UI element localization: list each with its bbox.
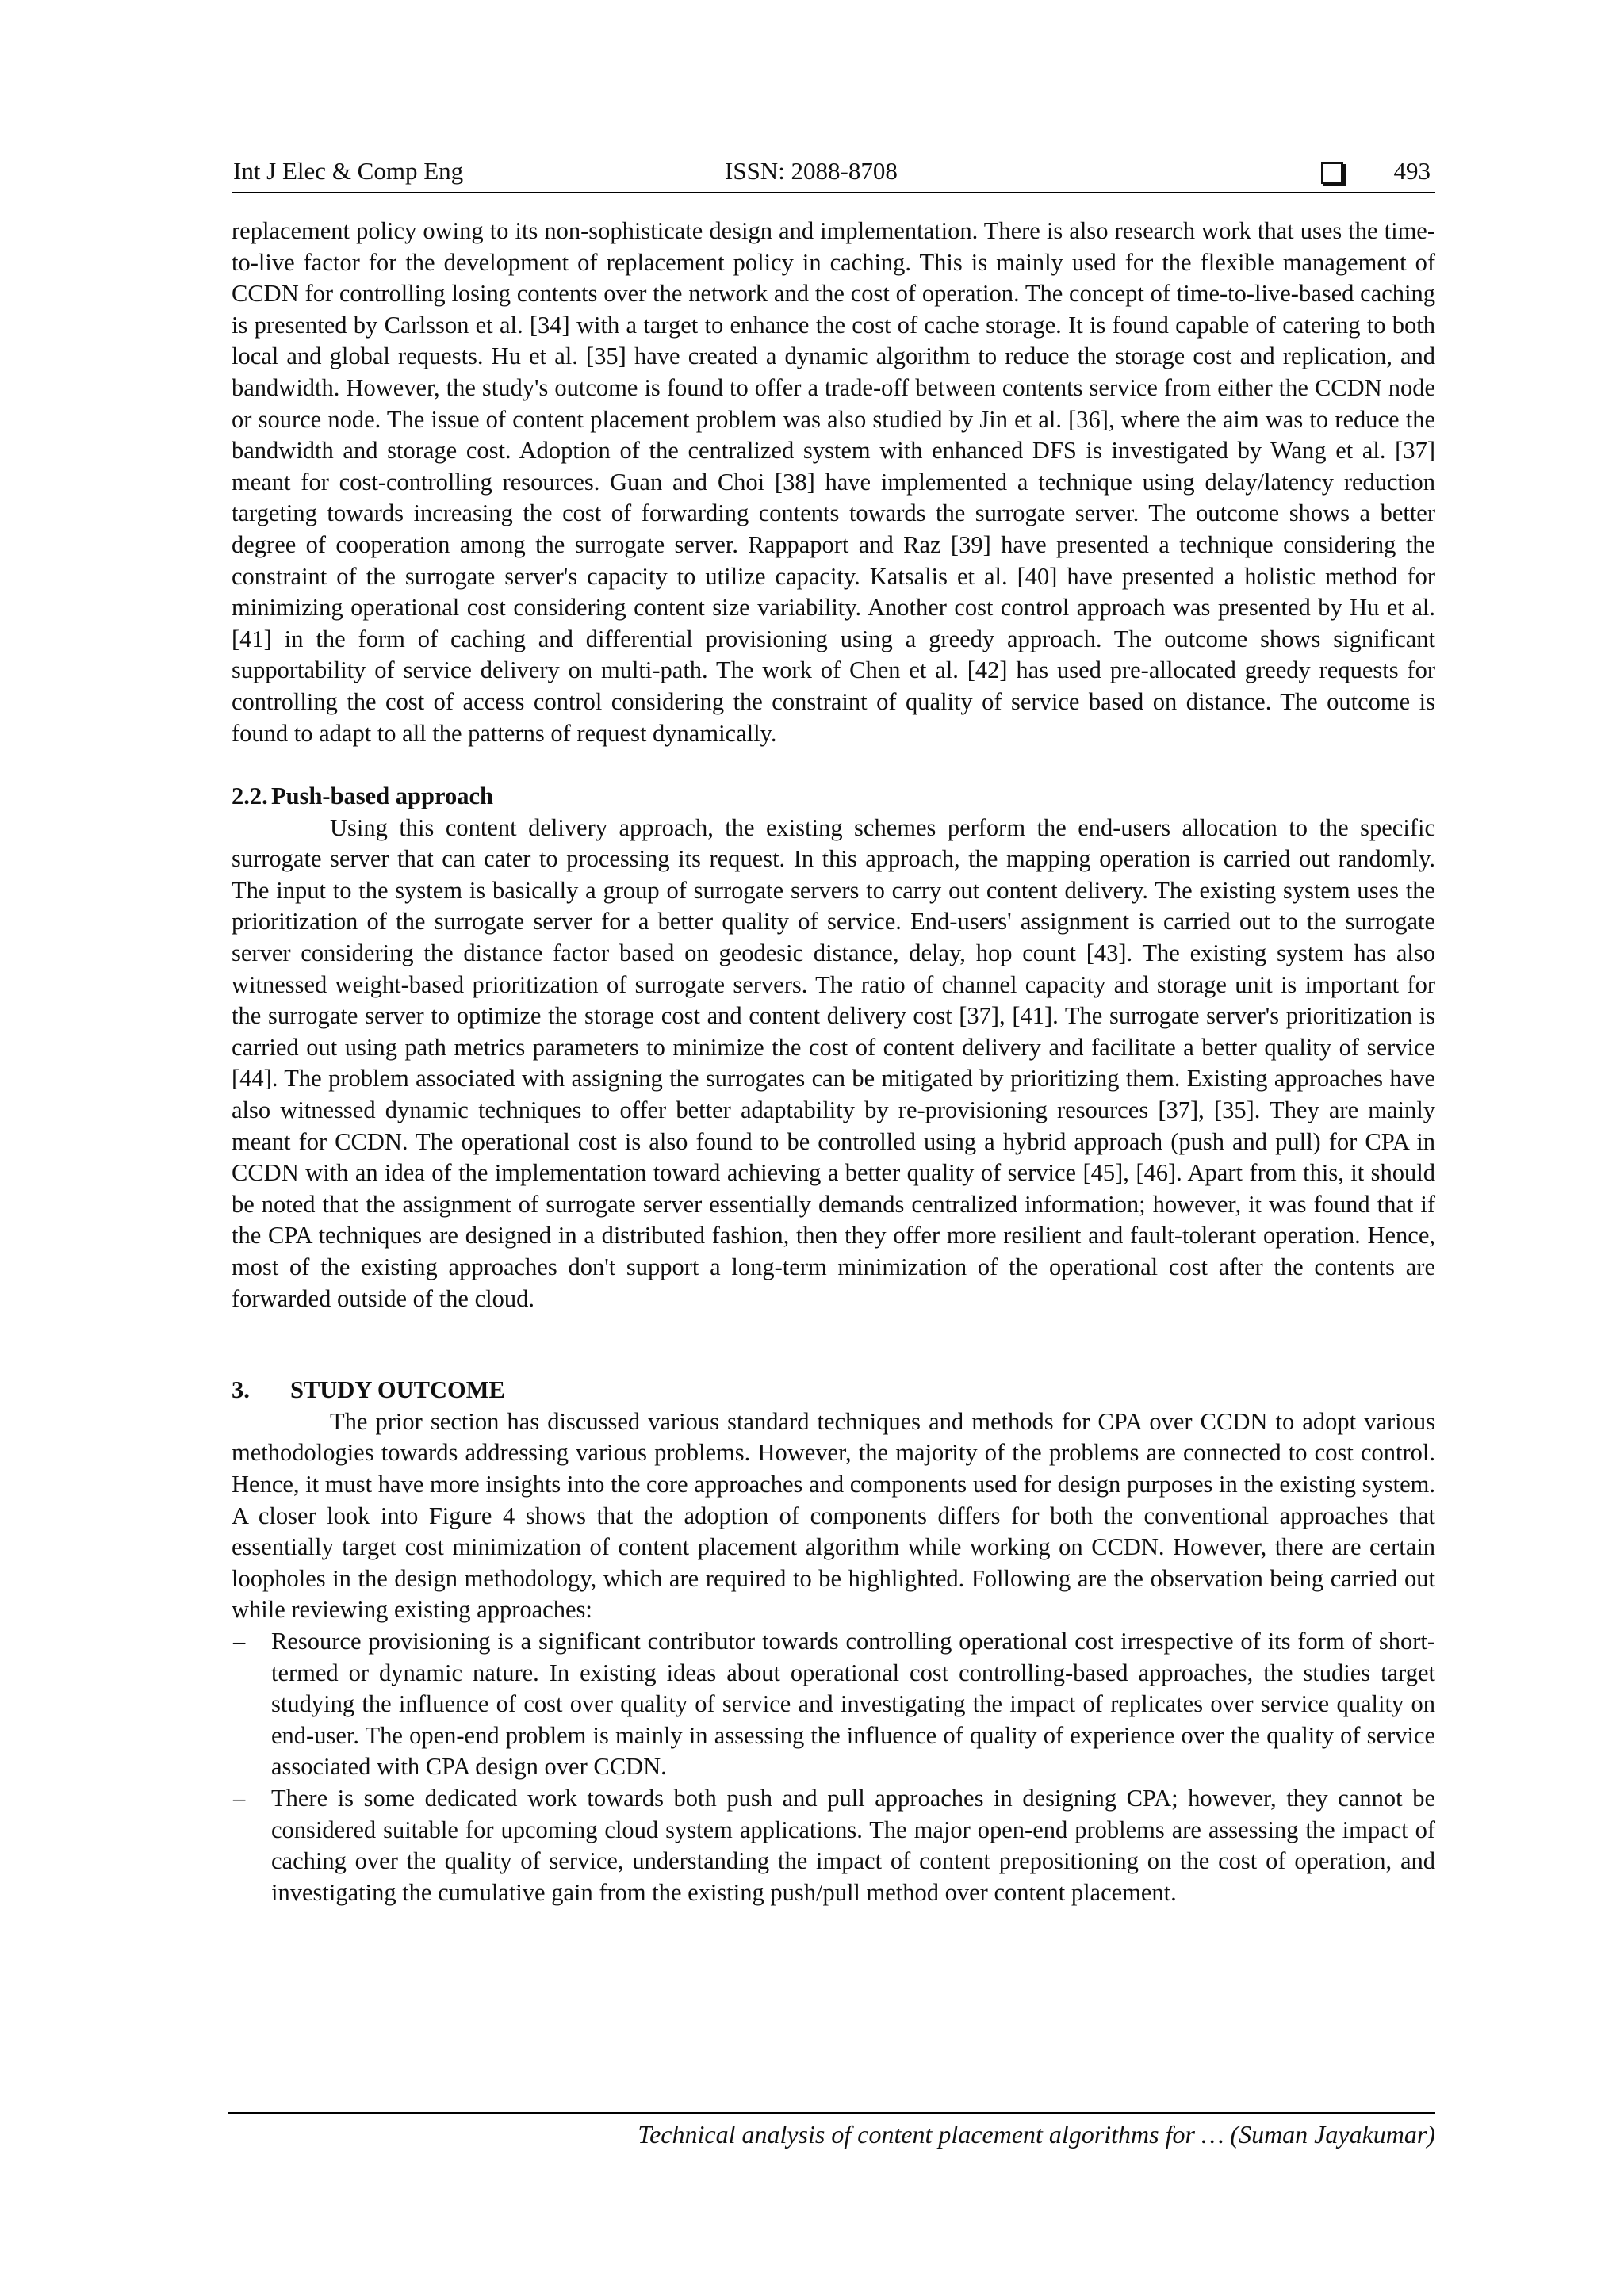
list-item-text: There is some dedicated work towards both push and pull approaches in designing CPA; however, they cannot be considered suitable for upcoming cloud system applications. The major open-end problems are assessing the impact of caching over the quality of service, understanding the impact of content prepositioning on the cost of operation, and investigating the cumulative gain from the existing push/pull method over content placement.	[271, 1784, 1435, 1906]
page-footer	[228, 2112, 1435, 2150]
journal-name: Int J Elec & Comp Eng	[233, 157, 464, 185]
list-item-text: Resource provisioning is a significant contributor towards controlling operational cost irrespective of its form of short-termed or dynamic nature. In existing ideas about operational cost controlling-based approaches, the studies target studying the influence of cost over quality of service and investigating the impact of replicates over service quality on end-user. The open-end problem is mainly in assessing the influence of quality of experience over the quality of service associated with CPA design over CCDN.	[271, 1627, 1435, 1781]
issn: ISSN: 2088-8708	[725, 157, 898, 185]
running-title: Technical analysis of content placement algorithms for … (Suman Jayakumar)	[638, 2120, 1435, 2149]
dash-bullet: –	[233, 1784, 246, 1812]
subsection-heading	[232, 781, 1435, 813]
list-item	[232, 1626, 1435, 1783]
list-item	[232, 1783, 1435, 1908]
square-bullet-icon	[1321, 162, 1343, 184]
page-number: 493	[1393, 157, 1431, 185]
section-number: 3.	[232, 1376, 250, 1404]
section-heading	[232, 1375, 1435, 1406]
main-content	[232, 216, 1435, 1908]
subsection-number: 2.2.	[232, 783, 268, 810]
page-header	[232, 152, 1435, 193]
dash-bullet: –	[233, 1627, 246, 1655]
observation-list	[232, 1626, 1435, 1908]
subsection-title: Push-based approach	[271, 783, 493, 810]
section-title: STUDY OUTCOME	[290, 1376, 505, 1404]
paragraph-related-work-continued: replacement policy owing to its non-sophisticate design and implementation. There is also research work that uses the time-to-live factor for the development of replacement policy in caching. This is mainly used for the flexible management of CCDN for controlling losing contents over the network and the cost of operation. The concept of time-to-live-based caching is presented by Carlsson et al. [34] with a target to enhance the cost of cache storage. It is found capable of catering to both local and global requests. Hu et al. [35] have created a dynamic algorithm to reduce the storage cost and replication, and bandwidth. However, the study's outcome is found to offer a trade-off between contents service from either the CCDN node or source node. The issue of content placement problem was also studied by Jin et al. [36], where the aim was to reduce the bandwidth and storage cost. Adoption of the centralized system with enhanced DFS is investigated by Wang et al. [37] meant for cost-controlling resources. Guan and Choi [38] have implemented a technique using delay/latency reduction targeting towards increasing the cost of forwarding contents towards the surrogate server. The outcome shows a better degree of cooperation among the surrogate server. Rappaport and Raz [39] have presented a technique considering the constraint of the surrogate server's capacity to utilize capacity. Katsalis et al. [40] have presented a holistic method for minimizing operational cost considering content size variability. Another cost control approach was presented by Hu et al. [41] in the form of caching and differential provisioning using a greedy approach. The outcome shows significant supportability of service delivery on multi-path. The work of Chen et al. [42] has used pre-allocated greedy requests for controlling the cost of access control considering the constraint of quality of service based on distance. The outcome is found to adapt to all the patterns of request dynamically.	[232, 217, 1435, 747]
paragraph-push-based: Using this content delivery approach, the existing schemes perform the end-users allocation to the specific surrogate server that can cater to processing its request. In this approach, the mapping operation is carried out randomly. The input to the system is basically a group of surrogate servers to carry out content delivery. The existing system uses the prioritization of the surrogate server for a better quality of service. End-users' assignment is carried out to the surrogate server considering the distance factor based on geodesic distance, delay, hop count [43]. The existing system has also witnessed weight-based prioritization of surrogate servers. The ratio of channel capacity and storage unit is important for the surrogate server to optimize the storage cost and content delivery cost [37], [41]. The surrogate server's prioritization is carried out using path metrics parameters to minimize the cost of content delivery and facilitate a better quality of service [44]. The problem associated with assigning the surrogates can be mitigated by prioritizing them. Existing approaches have also witnessed dynamic techniques to offer better adaptability by re-provisioning resources [37], [35]. They are mainly meant for CCDN. The operational cost is also found to be controlled using a hybrid approach (push and pull) for CPA in CCDN with an idea of the implementation toward achieving a better quality of service [45], [46]. Apart from this, it should be noted that the assignment of surrogate server essentially demands centralized information; however, it was found that if the CPA techniques are designed in a distributed fashion, then they offer more resilient and fault-tolerant operation. Hence, most of the existing approaches don't support a long-term minimization of the operational cost after the contents are forwarded outside of the cloud.	[232, 813, 1435, 1312]
paragraph-study-outcome: The prior section has discussed various standard techniques and methods for CPA over CCDN to adopt various methodologies towards addressing various problems. However, the majority of the problems are connected to cost control. Hence, it must have more insights into the core approaches and components used for design purposes in the existing system. A closer look into Figure 4 shows that the adoption of components differs for both the conventional approaches that essentially target cost minimization of content placement algorithm while working on CCDN. However, there are certain loopholes in the design methodology, which are required to be highlighted. Following are the observation being carried out while reviewing existing approaches:	[232, 1407, 1435, 1624]
